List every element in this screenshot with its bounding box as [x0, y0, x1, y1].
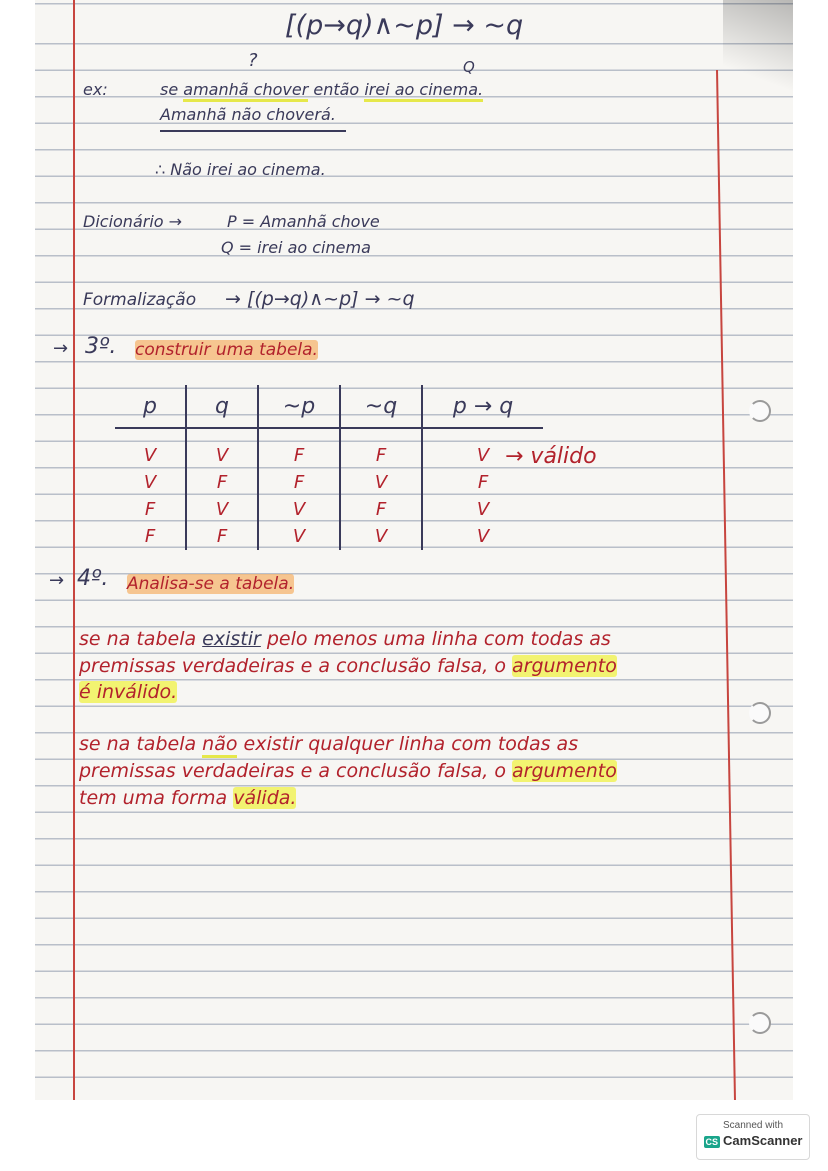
table-cell: V [476, 445, 490, 466]
paragraph2-line2 [79, 760, 617, 782]
table-row [115, 523, 543, 550]
left-margin-line [73, 0, 75, 1100]
table-cell: V [476, 499, 490, 520]
dictionary-label: Dicionário → [83, 212, 183, 231]
table-cell: F [340, 428, 422, 469]
table-cell: V [258, 523, 340, 550]
step4-arrow: → [49, 570, 65, 591]
step4-title-text: Analisa-se a tabela. [127, 574, 295, 594]
header-not-p: ~p [258, 385, 340, 428]
p2-argument-highlight: argumento [512, 760, 617, 782]
example-pre: se [160, 80, 179, 99]
step4-number: 4º. [77, 566, 109, 591]
example-then: então [313, 80, 360, 99]
example-conclusion: ∴ Não irei ao cinema. [155, 160, 326, 179]
table-cell: F [477, 472, 489, 493]
camscanner-watermark [696, 1114, 810, 1160]
p2-valid-highlight: válida. [233, 787, 297, 809]
table-cell: F [340, 496, 422, 523]
p2-text: se na tabela [79, 733, 197, 755]
p2-text: tem uma forma [79, 787, 228, 809]
example-line-1 [160, 80, 483, 99]
table-cell: V [340, 523, 422, 550]
notebook-page [35, 0, 793, 1100]
step3-title [135, 340, 318, 360]
table-row [115, 469, 543, 496]
paragraph2-line3 [79, 787, 296, 809]
step3-number: 3º. [85, 334, 117, 359]
p2-text: existir qualquer linha com todas as [243, 733, 579, 755]
step3-title-text: construir uma tabela. [135, 340, 318, 360]
table-cell: V [186, 428, 258, 469]
table-cell: V [258, 496, 340, 523]
header-formula: [(p→q)∧~p] → ~q [285, 10, 524, 41]
table-row [115, 496, 543, 523]
dictionary-q: Q = irei ao cinema [221, 238, 371, 257]
p1-argument-highlight: argumento [512, 655, 617, 677]
watermark-line1: Scanned with [722, 1120, 784, 1131]
paragraph1-line1 [79, 628, 611, 650]
header-p: p [115, 385, 186, 428]
table-cell: V [186, 496, 258, 523]
truth-table [115, 385, 543, 550]
table-cell: F [258, 469, 340, 496]
paragraph1-line3 [79, 681, 177, 703]
binder-hole [749, 400, 771, 422]
camscanner-logo-icon: CS [705, 1136, 719, 1147]
paragraph1-line2 [79, 655, 617, 677]
table-cell: V [115, 428, 186, 469]
example-consequent-q: irei ao cinema. [364, 80, 483, 102]
right-margin-line [716, 70, 736, 1100]
p1-text: premissas verdadeiras e a conclusão falsa, o [79, 655, 506, 677]
example-line-2: Amanhã não choverá. [160, 105, 346, 132]
step3-arrow: → [53, 338, 69, 359]
header-q: q [186, 385, 258, 428]
valid-note: → válido [505, 444, 597, 469]
formalization-formula: → [(p→q)∧~p] → ~q [225, 288, 415, 310]
p1-text: pelo menos uma linha com todas as [266, 628, 611, 650]
table-cell: V [340, 469, 422, 496]
example-label: ex: [83, 80, 108, 99]
binder-hole [749, 1012, 771, 1034]
dictionary-p: P = Amanhã chove [227, 212, 380, 231]
table-cell: F [258, 428, 340, 469]
p1-text: se na tabela [79, 628, 197, 650]
table-cell: F [115, 496, 186, 523]
table-cell: F [186, 523, 258, 550]
step4-title [127, 574, 294, 594]
table-cell: V [476, 526, 490, 547]
formalization-label: Formalização [83, 290, 197, 310]
q-mark: Q [463, 58, 475, 76]
truth-table-header [115, 385, 543, 428]
table-cell: V [115, 469, 186, 496]
question-mark: ? [248, 50, 258, 71]
p1-invalid-highlight: é inválido. [79, 681, 178, 703]
example-premise-p: amanhã chover [183, 80, 308, 102]
header-not-q: ~q [340, 385, 422, 428]
watermark-brand: CamScanner [723, 1133, 803, 1148]
table-row [115, 428, 543, 469]
header-p-implies-q: p → q [422, 385, 543, 428]
paragraph2-line1 [79, 733, 578, 755]
p2-text: premissas verdadeiras e a conclusão falsa, o [79, 760, 506, 782]
table-cell: F [115, 523, 186, 550]
p2-not-highlight: não [202, 733, 237, 758]
binder-hole [749, 702, 771, 724]
watermark-line2 [697, 1133, 809, 1148]
p1-exists: existir [202, 628, 261, 650]
table-cell: F [186, 469, 258, 496]
